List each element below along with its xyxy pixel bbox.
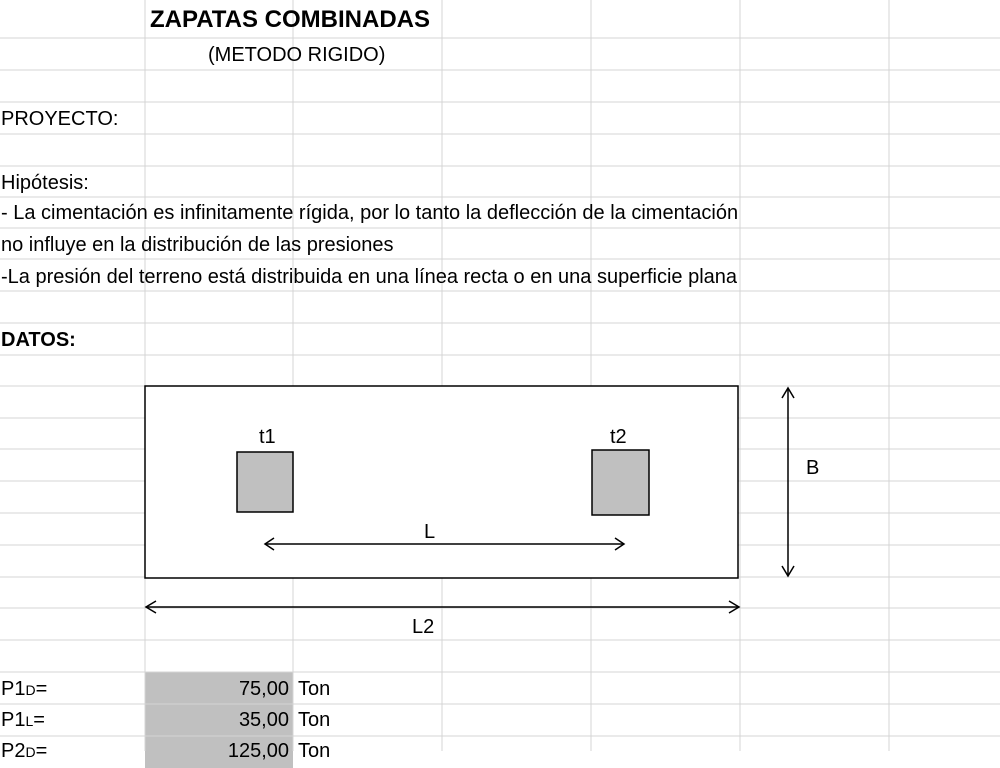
proyecto-label: PROYECTO: (1, 108, 119, 130)
label-t1: t1 (259, 426, 276, 448)
sheet-subtitle: (METODO RIGIDO) (208, 44, 386, 66)
column-t1 (237, 452, 293, 512)
load-value-p2d[interactable]: 125,00 (227, 740, 289, 762)
sheet-title: ZAPATAS COMBINADAS (150, 6, 430, 33)
hipotesis-label: Hipótesis: (1, 172, 89, 194)
load-unit-p1l: Ton (298, 709, 331, 731)
hypothesis-line-2: no influye en la distribución de las presiones (1, 234, 394, 256)
load-unit-p2d: Ton (298, 740, 331, 762)
load-label-p1l: P1L= (1, 709, 45, 731)
hypothesis-line-3: -La presión del terreno está distribuida en una línea recta o en una superficie plana (1, 266, 738, 288)
label-b: B (806, 457, 820, 479)
load-value-p1l[interactable]: 35,00 (238, 709, 289, 731)
load-unit-p1d: Ton (298, 678, 331, 700)
load-label-p1d: P1D= (1, 678, 48, 700)
label-l: L (424, 521, 436, 543)
hypothesis-line-1: - La cimentación es infinitamente rígida, por lo tanto la deflección de la cimentación (1, 202, 739, 224)
load-value-p1d[interactable]: 75,00 (238, 678, 289, 700)
column-t2 (592, 450, 649, 515)
label-t2: t2 (610, 426, 627, 448)
label-l2: L2 (412, 616, 435, 638)
load-label-p2d: P2D= (1, 740, 48, 762)
datos-label: DATOS: (1, 329, 76, 351)
